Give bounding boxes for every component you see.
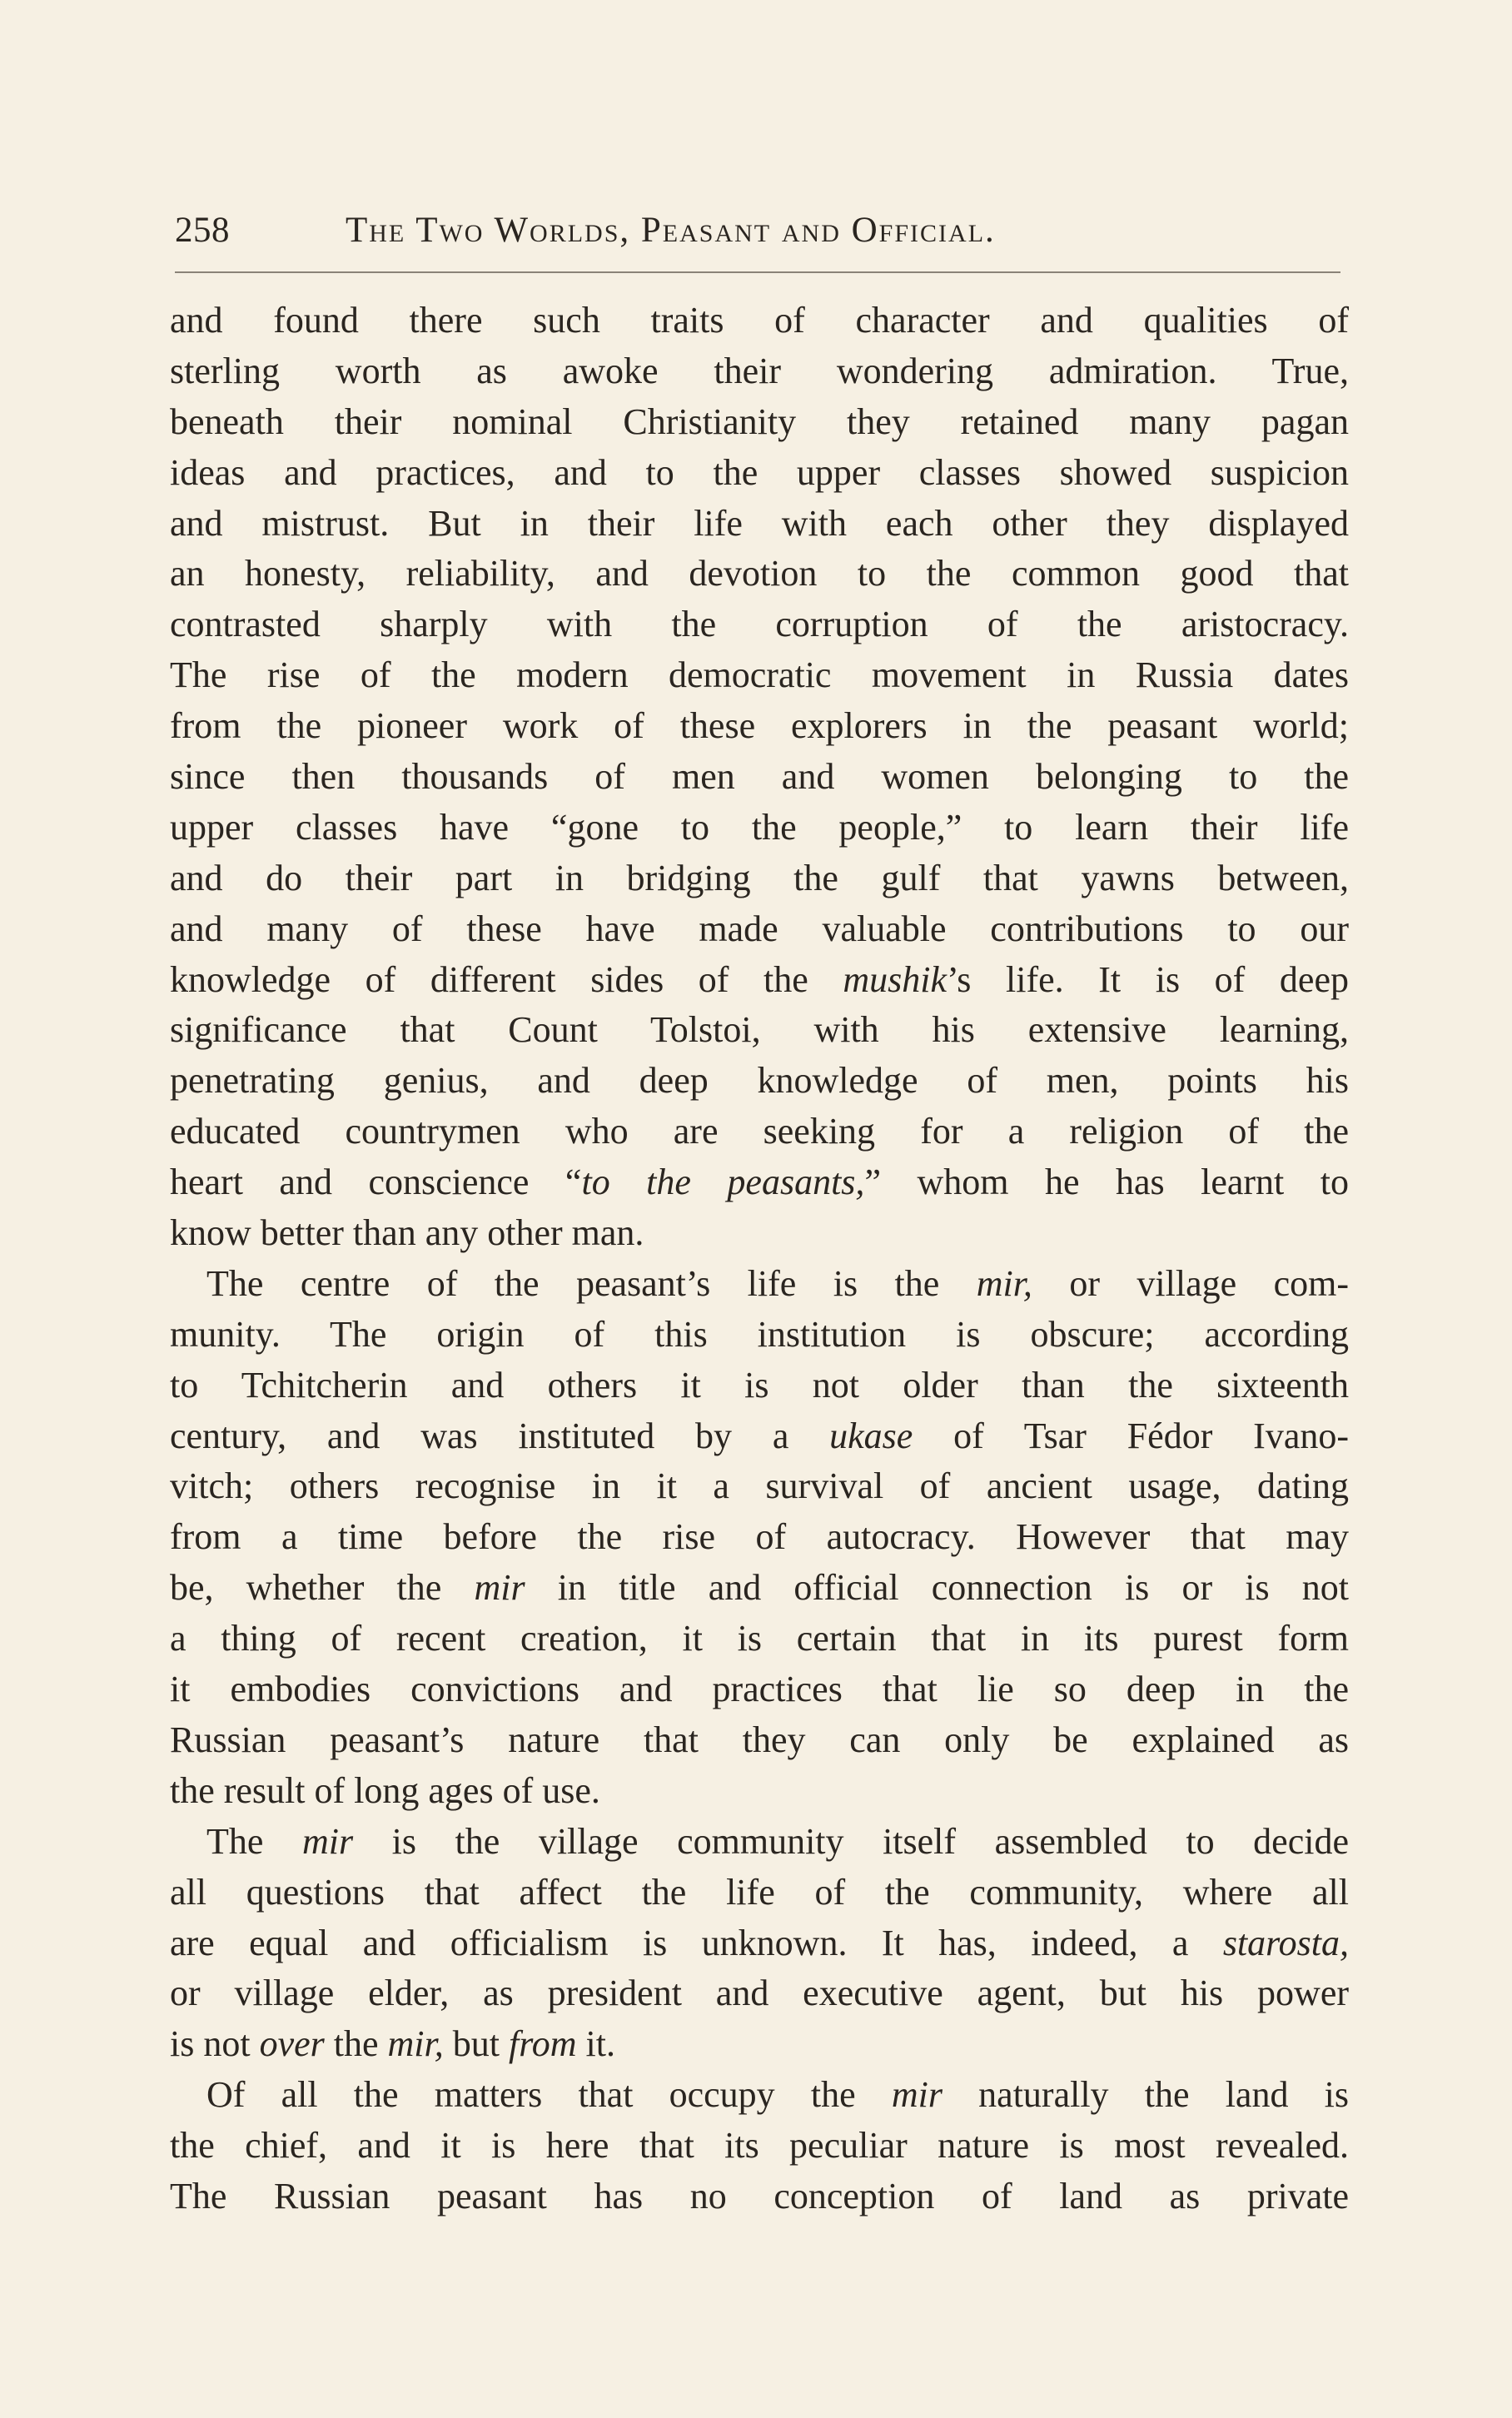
text-line (170, 955, 1349, 1006)
text-span: are equal and officialism is unknown. It has, indeed, a (170, 1922, 1223, 1963)
text-line: the chief, and it is here that its peculiar nature is most revealed. (170, 2125, 1349, 2167)
text-line: Russian peasant’s nature that they can only be explained as (170, 1719, 1349, 1760)
paragraph-4 (170, 2070, 1349, 2222)
text-line: vitch; others recognise in it a survival of ancient usage, dating (170, 1465, 1349, 1507)
text-line: and found there such traits of character and qualities of (170, 300, 1349, 341)
text-line: beneath their nominal Christianity they retained many pagan (170, 401, 1349, 442)
text-span: the (324, 2023, 388, 2065)
header-rule (175, 271, 1340, 273)
text-line: significance that Count Tolstoi, with his extensive learning, (170, 1009, 1349, 1051)
italic-term: starosta, (1222, 1922, 1349, 1963)
text-span: century, and was instituted by a (170, 1415, 830, 1456)
italic-term: mir, (387, 2023, 444, 2065)
text-line: a thing of recent creation, it is certain that in its purest form (170, 1618, 1349, 1659)
text-line: from the pioneer work of these explorers in the peasant world; (170, 705, 1349, 747)
text-line (170, 2070, 1349, 2121)
text-span: Of all the matters that occupy the (206, 2074, 892, 2116)
italic-term: ukase (829, 1415, 913, 1456)
text-line (170, 2019, 1349, 2070)
text-line: The Russian peasant has no conception of land as private (170, 2175, 1349, 2216)
text-line: from a time before the rise of autocracy. However that may (170, 1516, 1349, 1558)
paragraph-3 (170, 1817, 1349, 2070)
italic-term: from (509, 2023, 577, 2065)
text-line: sterling worth as awoke their wondering admiration. True, (170, 350, 1349, 391)
italic-term: mushik (843, 958, 947, 1000)
text-line: munity. The origin of this institution is obscure; according (170, 1313, 1349, 1355)
text-span: heart and conscience “ (170, 1162, 582, 1203)
body-text (170, 296, 1349, 2222)
text-line: and many of these have made valuable contributions to our (170, 908, 1349, 949)
text-line: ideas and practices, and to the upper classes showed suspicion (170, 451, 1349, 493)
text-line: The rise of the modern democratic movement in Russia dates (170, 654, 1349, 696)
page-header (175, 210, 1357, 251)
italic-quote: to the peasants, (581, 1162, 865, 1203)
text-span: naturally the land is (942, 2074, 1349, 2116)
text-span: is not (170, 2023, 260, 2065)
text-span: is the village community itself assembled to decide (353, 1820, 1349, 1862)
italic-term: over (259, 2023, 325, 2065)
text-span: but (443, 2023, 510, 2065)
text-line: educated countrymen who are seeking for a religion of the (170, 1111, 1349, 1152)
text-line: and do their part in bridging the gulf that yawns between, (170, 857, 1349, 898)
paragraph-1 (170, 296, 1349, 1259)
text-span: ” whom he has learnt to (864, 1162, 1349, 1203)
text-line: contrasted sharply with the corruption of the aristocracy. (170, 604, 1349, 645)
paragraph-2 (170, 1259, 1349, 1817)
text-span: The centre of the peasant’s life is the (206, 1262, 977, 1304)
text-line: the result of long ages of use. (170, 1769, 600, 1811)
italic-term: mir (301, 1820, 354, 1862)
text-line: penetrating genius, and deep knowledge of men, points his (170, 1060, 1349, 1102)
text-span: knowledge of different sides of the (170, 958, 843, 1000)
text-span: or village com- (1032, 1262, 1349, 1304)
text-span: ’s life. It is of deep (947, 958, 1349, 1000)
text-line: and mistrust. But in their life with each other they displayed (170, 502, 1349, 544)
italic-term: mir (891, 2074, 943, 2116)
text-span: it. (576, 2023, 615, 2065)
text-span: of Tsar Fédor Ivano- (913, 1415, 1350, 1456)
text-line (170, 1259, 1349, 1310)
text-line (170, 1563, 1349, 1614)
text-line (170, 1918, 1349, 1969)
text-line: an honesty, reliability, and devotion to the common good that (170, 553, 1349, 595)
text-span: be, whether the (170, 1567, 475, 1609)
text-line (170, 1817, 1349, 1868)
text-line: or village elder, as president and executive agent, but his power (170, 1973, 1349, 2014)
running-title: The Two Worlds, Peasant and Official. (346, 211, 996, 250)
italic-term: mir (474, 1567, 525, 1609)
text-span: The (206, 1820, 302, 1862)
text-line (170, 1157, 1349, 1208)
text-span: in title and official connection is or is not (525, 1567, 1349, 1609)
text-line: all questions that affect the life of the community, where all (170, 1871, 1349, 1913)
text-line (170, 1411, 1349, 1462)
italic-term: mir, (976, 1262, 1032, 1304)
text-line: know better than any other man. (170, 1212, 644, 1254)
page-number: 258 (175, 211, 230, 250)
text-line: upper classes have “gone to the people,” to learn their life (170, 806, 1349, 848)
text-line: since then thousands of men and women belonging to the (170, 756, 1349, 798)
text-line: to Tchitcherin and others it is not older than the sixteenth (170, 1364, 1349, 1406)
text-line: it embodies convictions and practices that lie so deep in the (170, 1669, 1349, 1710)
